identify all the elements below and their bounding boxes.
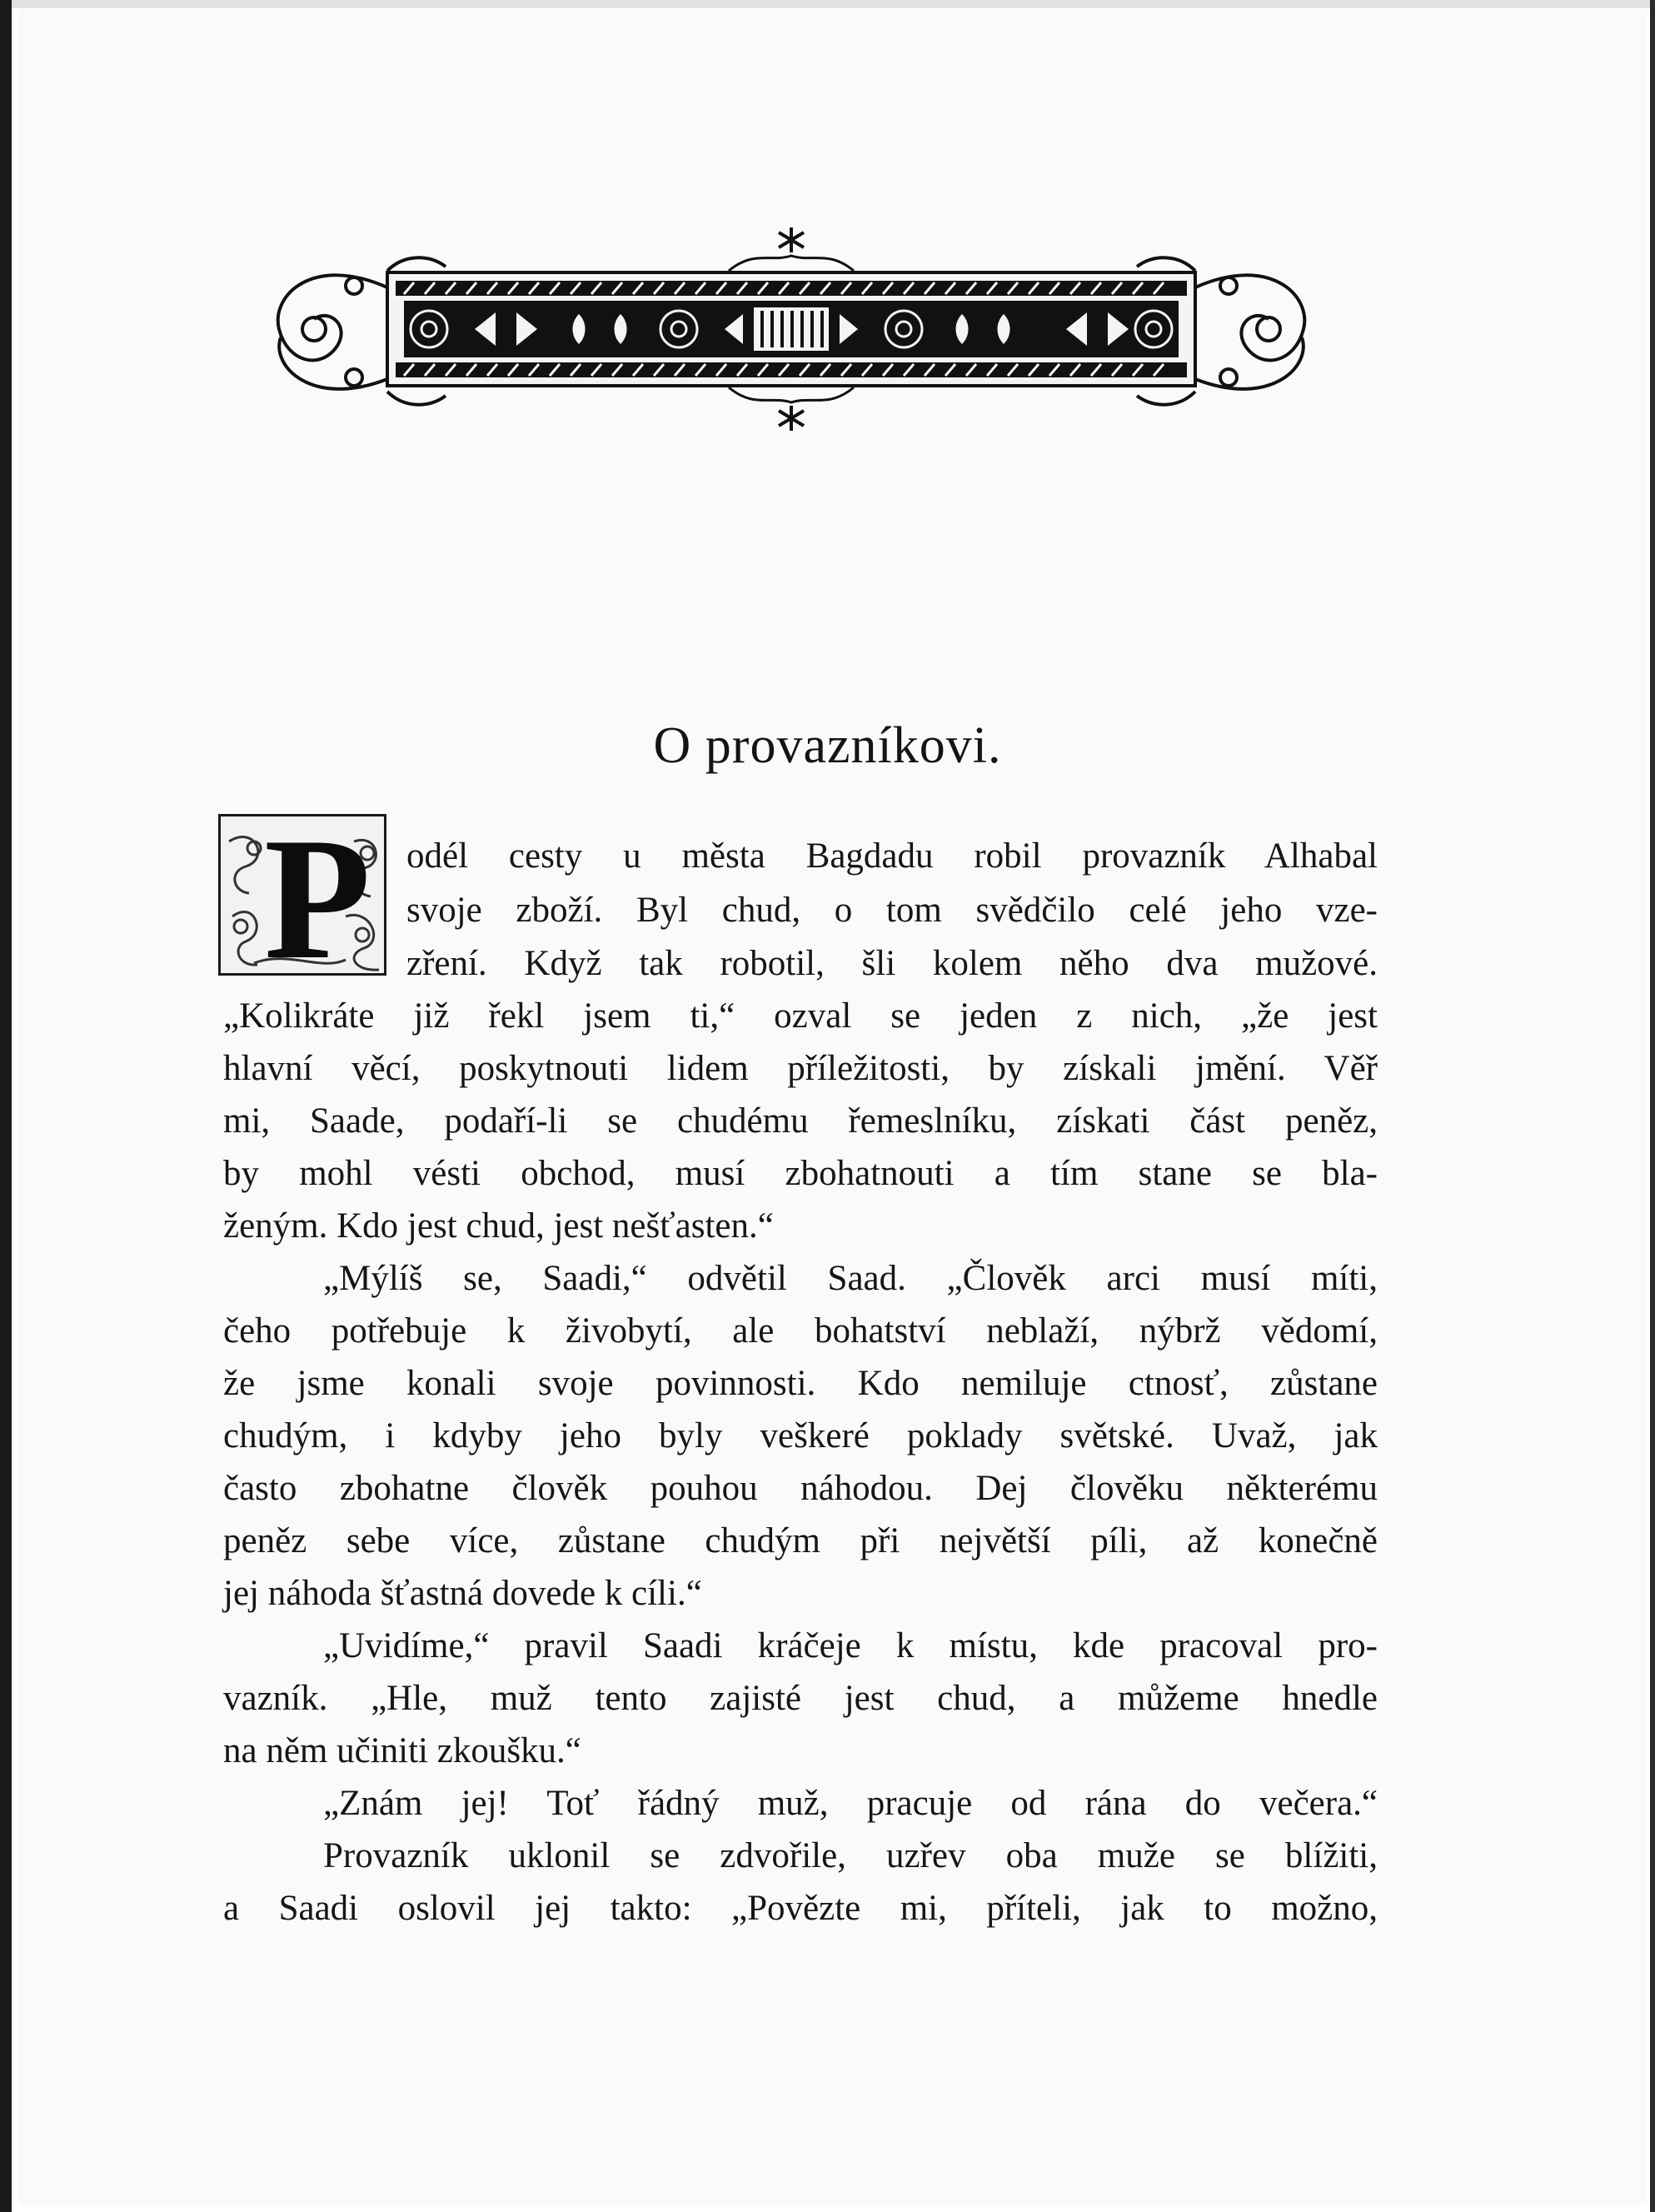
text-line: peněz sebe více, zůstane chudým při největší píli, až konečně [223,1521,1378,1560]
text-line: Provazník uklonil se zdvořile, uzřev oba muže se blížiti, [323,1836,1378,1875]
text-line: „Mýlíš se, Saadi,“ odvětil Saad. „Člověk arci musí míti, [323,1259,1378,1298]
headpiece-ornament [262,221,1320,437]
initial-letter: P [264,814,371,976]
text-line: ženým. Kdo jest chud, jest nešťasten.“ [223,1206,774,1246]
scan-left-edge [0,0,12,2212]
drop-cap-initial [218,814,386,976]
text-line: jej náhoda šťastná dovede k cíli.“ [223,1574,702,1613]
scan-top-edge [0,0,1655,8]
text-line: často zbohatne člověk pouhou náhodou. Dej člověku některému [223,1469,1378,1508]
text-line: že jsme konali svoje povinnosti. Kdo nemiluje ctnosť, zůstane [223,1364,1378,1403]
text-line: mi, Saade, podaří-li se chudému řemeslníku, získati část peněz, [223,1101,1378,1141]
text-line: na něm učiniti zkoušku.“ [223,1731,581,1770]
text-line: svoje zboží. Byl chud, o tom svědčilo celé jeho vze- [406,891,1378,930]
text-line: „Kolikráte již řekl jsem ti,“ ozval se jeden z nich, „že jest [223,996,1378,1036]
text-line: odél cesty u města Bagdadu robil provazník Alhabal [406,836,1378,876]
text-line: vazník. „Hle, muž tento zajisté jest chud, a můžeme hnedle [223,1679,1378,1718]
scan-right-edge [1650,0,1655,2212]
text-line: čeho potřebuje k živobytí, ale bohatství neblaží, nýbrž vědomí, [223,1311,1378,1351]
text-line: by mohl vésti obchod, musí zbohatnouti a tím stane se bla- [223,1154,1378,1193]
text-line: „Znám jej! Toť řádný muž, pracuje od rána do večera.“ [323,1784,1378,1823]
text-line: a Saadi oslovil jej takto: „Povězte mi, příteli, jak to možno, [223,1889,1378,1928]
text-line: chudým, i kdyby jeho byly veškeré poklady světské. Uvaž, jak [223,1416,1378,1456]
text-line: zření. Když tak robotil, šli kolem něho dva mužové. [406,944,1378,983]
text-line: hlavní věcí, poskytnouti lidem příležitosti, by získali jmění. Věř [223,1049,1378,1088]
chapter-title: O provazníkovi. [653,717,1002,774]
text-line: „Uvidíme,“ pravil Saadi kráčeje k místu, kde pracoval pro- [323,1626,1378,1665]
